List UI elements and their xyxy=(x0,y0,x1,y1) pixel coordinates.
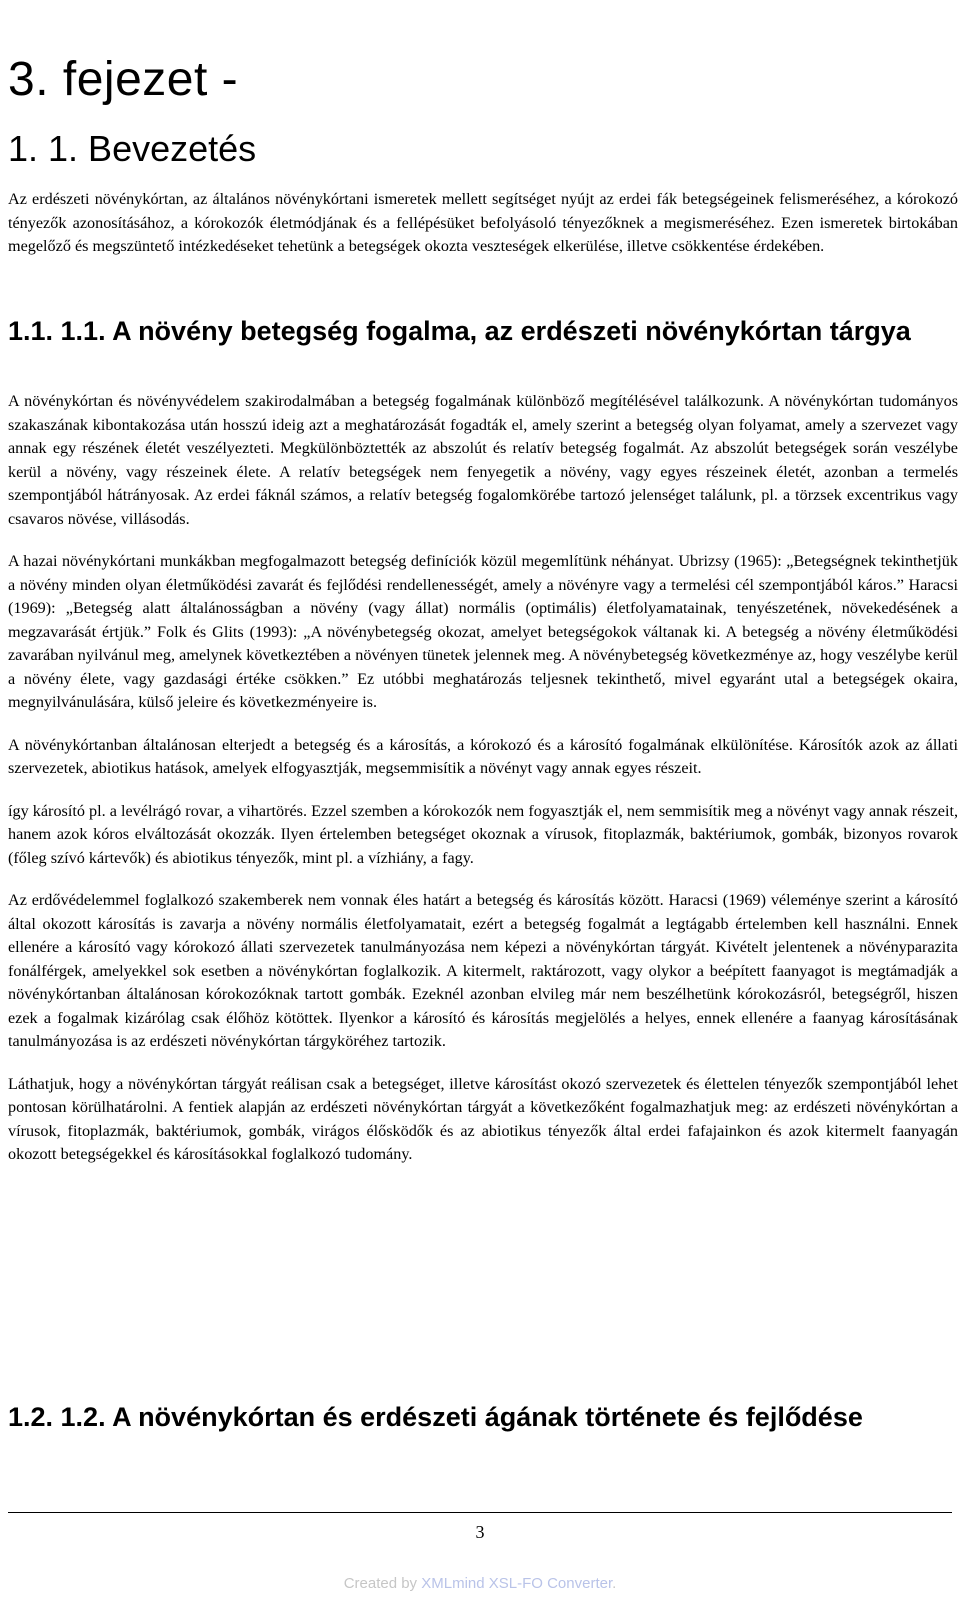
creator-credit xyxy=(8,1574,952,1594)
paragraph: A növénykórtanban általánosan elterjedt a betegség és a károsítás, a kórokozó és a károsító fogalmának elkülönítése. Károsítók azok az állati szervezetek, abiotikus hatások, amelyek elfogyasztják, megsemmisítik a növényt vagy annak egyes részeit. xyxy=(8,735,958,777)
subsection-heading-1 xyxy=(8,314,948,348)
paragraph: A növénykórtan és növényvédelem szakirodalmában a betegség fogalmának különböző megítélésével találkozunk. A növénykórtan tudományos szakaszának kibontakozása után hosszú ideig azt a meghatározását fogadták el, amely szerint a betegség olyan folyamat, amely a szervezet vagy annak egy részének életét veszélyezteti. Megkülönböztették az abszolút és relatív betegség fogalmát. Az abszolút betegségek során veszélybe kerül a növény, vagy részeinek élete. A relatív betegségek nem fenyegetik a növény, vagy egyes részeinek életét, azonban a termelés szempontjából hátrányosak. Az erdei fáknál számos, a relatív betegség fogalomkörébe tartozó jelenséget találunk, pl. a törzsek excentrikus vagy csavaros növése, villásodás. xyxy=(8,392,958,528)
intro-paragraph: Az erdészeti növénykórtan, az általános növénykórtani ismeretek mellett segítséget nyújt az erdei fák betegségeinek felismeréséhez, a kórokozó tényezők azonosításához, a kórokozók életmódjának és a fellépésüket befolyásoló tényezőknek a megismeréséhez. Ezen ismeretek birtokában megelőző és megszüntető intézkedéseket tehetünk a betegségek okozta veszteségek elkerülése, illetve csökkentése érdekében. xyxy=(8,190,958,255)
paragraph: Az erdővédelemmel foglalkozó szakemberek nem vonnak éles határt a betegség és károsítás között. Haracsi (1969) véleménye szerint a károsító által okozott károsítás is zavarja a növény normális életfolyamatait, ezért a betegség fogalmát a legtágabb értelemben kell használni. Ennek ellenére a károsító vagy kórokozó állati szervezetek tanulmányozása nem képezi a növénykórtan tárgyát. Kivételt jelentenek a növényparazita fonálférgek, amelyekkel sok esetben a növénykórtan foglalkozik. A kitermelt, raktározott, vagy olykor a beépített faanyagot is megtámadják a növénykórtanban általánosan kórokozóknak tartott gombák. Ezeknél azonban elvileg már nem beszélhetünk kórokozásról, betegségről, hiszen ezek a fogalmak kizárólag csak élőhöz kötöttek. Ilyenkor a károsító és károsítás megjelölés a helyes, ennek ellenére a faanyag károsításának tanulmányozása is az erdészeti növénykórtan tárgyköréhez tartozik. xyxy=(8,891,958,1050)
subsection-body-1 xyxy=(8,390,958,1186)
creator-prefix: Created by xyxy=(343,1575,418,1592)
page-number: 3 xyxy=(475,1522,485,1542)
paragraph: Láthatjuk, hogy a növénykórtan tárgyát reálisan csak a betegséget, illetve károsítást okozó szervezetek és élettelen tényezők szempontjából lehet pontosan körülhatárolni. A fentiek alapján az erdészeti növénykórtan tárgyát a következőként fogalmazhatjuk meg: az erdészeti növénykórtan a vírusok, fitoplazmák, baktériumok, gombák, virágos élősködők és az abiotikus tényezők által erdei fafajainkon és azok kitermelt faanyagán okozott betegségekkel és károsításokkal foglalkozó tudomány. xyxy=(8,1074,958,1163)
intro-section xyxy=(8,188,958,278)
chapter-title: 3. fejezet - xyxy=(8,53,239,106)
footer-divider xyxy=(8,1512,952,1513)
section-title: 1. 1. Bevezetés xyxy=(8,128,257,169)
paragraph: így károsító pl. a levélrágó rovar, a vihartörés. Ezzel szemben a kórokozók nem fogyasztják el, nem semmisítik meg a növényt vagy annak részeit, hanem azok kóros elváltozását okozzák. Ilyen értelemben betegséget okoznak a vírusok, fitoplazmák, baktériumok, gombák, bizonyos rovarok (főleg szívó kártevők) és abiotikus tényezők, mint pl. a vízhiány, a fagy. xyxy=(8,801,958,867)
document-page xyxy=(8,0,958,1601)
subsection-heading-2 xyxy=(8,1400,948,1434)
paragraph: A hazai növénykórtani munkákban megfogalmazott betegség definíciók közül megemlítünk néhányat. Ubrizsy (1965): „Betegségnek tekinthetjük a növény minden olyan életműködési zavarát és fejlődési rendellenességét, amely a növényre vagy a termelési cél szempontjából káros.” Haracsi (1969): „Betegség alatt általánosságban a növény (vagy állat) normális (optimális) életfolyamatainak, tenyészetének, növekedésének a megzavarását értjük.” Folk és Glits (1993): „A növénybetegség okozat, amelyet betegségokok váltanak ki. A betegség a növény életműködési zavarában nyilvánul meg, amelynek következtében a növényen tünetek jelennek meg. A növénybetegség következménye az, hogy veszélybe kerül a növény élete, vagy gazdasági értéke csökken.” Ez utóbbi meghatározás teljesnek tekinthető, mivel egyaránt utal a betegségek okaira, megnyilvánulására, külső jeleire és következményeire is. xyxy=(8,552,958,711)
creator-suffix: . xyxy=(612,1575,617,1592)
converter-link[interactable]: XMLmind XSL-FO Converter xyxy=(421,1575,613,1592)
subsection-title-2: 1.2. 1.2. A növénykórtan és erdészeti ágának története és fejlődése xyxy=(8,1402,863,1432)
subsection-title-1: 1.1. 1.1. A növény betegség fogalma, az erdészeti növénykórtan tárgya xyxy=(8,316,911,346)
